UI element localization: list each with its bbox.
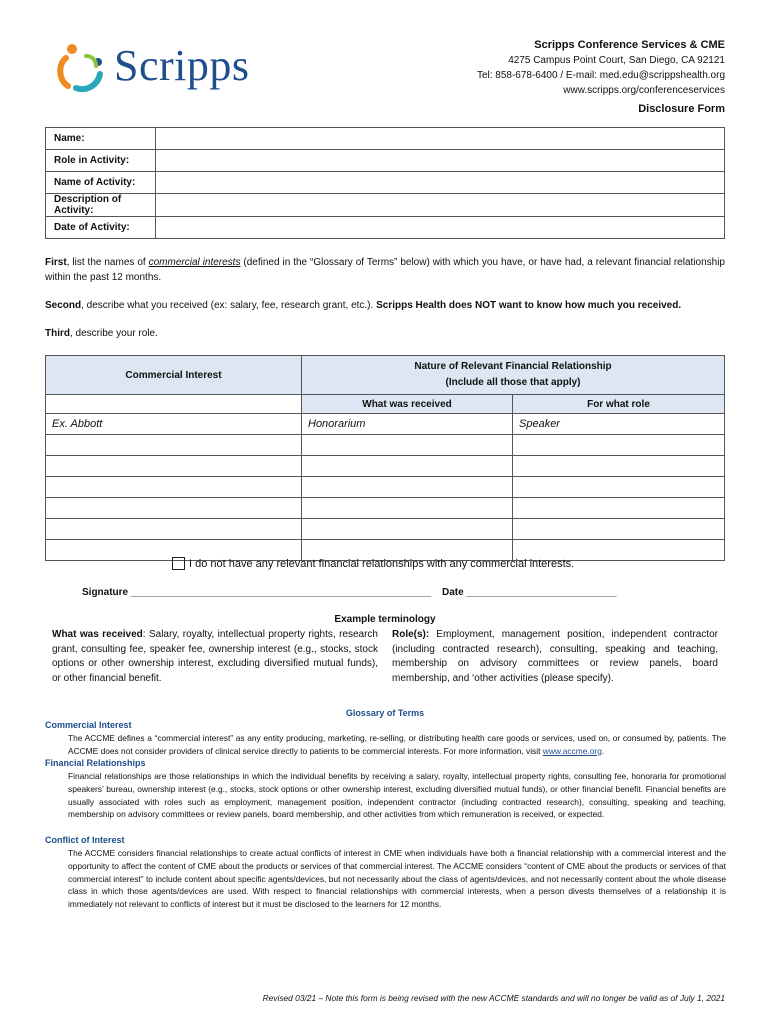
org-address: 4275 Campus Point Court, San Diego, CA 92121 — [508, 55, 725, 66]
form-title: Disclosure Form — [638, 103, 725, 115]
rel-subheader-row — [46, 395, 725, 414]
info-row-name — [46, 128, 725, 150]
description-label: Description of Activity: — [46, 194, 156, 217]
first-lead: First — [45, 257, 67, 268]
second-bold-note: Scripps Health does NOT want to know how much you received. — [376, 300, 682, 311]
third-lead: Third — [45, 328, 70, 339]
received-cell[interactable] — [302, 477, 513, 498]
signature-line[interactable]: Signature ______________________________________________________ — [82, 587, 432, 598]
glossary-commercial-interest-heading: Commercial Interest — [45, 720, 132, 730]
activity-info-table — [45, 127, 725, 239]
info-row-activity-name — [46, 172, 725, 194]
instruction-second — [45, 298, 725, 313]
activity-name-label: Name of Activity: — [46, 172, 156, 194]
table-row-example — [46, 414, 725, 435]
roles-definition — [392, 628, 718, 686]
name-label: Name: — [46, 128, 156, 150]
example-interest-cell[interactable]: Ex. Abbott — [46, 414, 302, 435]
received-cell[interactable] — [302, 435, 513, 456]
role-cell[interactable] — [513, 456, 725, 477]
commercial-interests-term: commercial interests — [148, 257, 241, 268]
nature-header — [302, 356, 725, 395]
example-role-cell[interactable]: Speaker — [513, 414, 725, 435]
glossary-financial-text: Financial relationships are those relationships in which the individual benefits by receiving a salary, royalty, intellectual property rights, consulting fee, honoraria for promotional speakers’ bureau, ownership interest (e.g., stocks, stock options or other ownership interest, excluding diversified mutual funds), or other financial benefit. Financial benefits are usually associated with roles such as employment, management position, independent contractor (including contracted research), consulting, speaking and teaching, membership on advisory committees or review panels, board membership, and other activities from which remuneration is received, or expected. — [68, 771, 726, 820]
received-cell[interactable] — [302, 519, 513, 540]
terminology-title: Example terminology — [334, 614, 436, 625]
role-cell[interactable] — [513, 435, 725, 456]
logo-wordmark: Scripps — [114, 41, 250, 90]
what-received-text: : Salary, royalty, intellectual property rights, research grant, consulting fee, speaker fee, ownership interest (e.g., stocks, stock options or other ownership interest, excluding diversified mutual funds), or other financial benefit. — [52, 629, 378, 684]
first-text-a: , list the names of — [66, 257, 149, 268]
interest-cell[interactable] — [46, 477, 302, 498]
org-title: Scripps Conference Services & CME — [534, 39, 725, 51]
instruction-third — [45, 326, 725, 341]
interest-cell[interactable] — [46, 519, 302, 540]
financial-relationship-table — [45, 355, 725, 561]
info-row-role — [46, 150, 725, 172]
nature-header-line1: Nature of Relevant Financial Relationship — [414, 361, 612, 372]
no-relationship-option[interactable] — [172, 557, 574, 570]
what-received-term: What was received — [52, 629, 143, 640]
revision-footer: Revised 03/21 – Note this form is being revised with the new ACCME standards and will no longer be valid as of July 1, 2021 — [262, 993, 725, 1003]
role-cell[interactable] — [513, 477, 725, 498]
table-row — [46, 435, 725, 456]
date-line[interactable]: Date ___________________________ — [442, 587, 617, 598]
name-field[interactable] — [156, 128, 725, 150]
accme-link[interactable]: www.accme.org — [542, 745, 602, 756]
interest-cell[interactable] — [46, 435, 302, 456]
org-contact: Tel: 858-678-6400 / E-mail: med.edu@scrippshealth.org — [476, 70, 725, 81]
example-received-cell[interactable]: Honorarium — [302, 414, 513, 435]
org-website[interactable]: www.scripps.org/conferenceservices — [563, 85, 725, 96]
no-relationship-label: I do not have any relevant financial relationships with any commercial interests. — [189, 557, 575, 570]
signature-row — [82, 587, 617, 598]
second-lead: Second — [45, 300, 82, 311]
description-field[interactable] — [156, 194, 725, 217]
received-cell[interactable] — [302, 456, 513, 477]
nature-header-line2: (Include all those that apply) — [445, 377, 581, 388]
blank-subheader-cell — [46, 395, 302, 414]
second-text: , describe what you received (ex: salary, fee, research grant, etc.). — [81, 300, 377, 311]
glossary-financial-heading: Financial Relationships — [45, 758, 146, 768]
roles-text: Employment, management position, independent contractor (including contracted research), consulting, speaking and teaching, membership on advisory committees or review panels, board membership, and ‘other activities (please specify). — [392, 629, 718, 684]
info-row-date — [46, 217, 725, 239]
interest-cell[interactable] — [46, 498, 302, 519]
scripps-logo-icon — [56, 40, 112, 96]
third-text: , describe your role. — [70, 328, 158, 339]
first-text-b: (defined in the “Glossary of Terms” below) with which you have, or have had, a relevant financial relationship within the past 12 months. — [45, 257, 725, 283]
role-cell[interactable] — [513, 519, 725, 540]
glossary-commercial-interest-text: The ACCME defines a “commercial interest” as any entity producing, marketing, re-selling, or distributing health care goods or services, used on, or consumed by, patients. The ACCME does not consider providers of clinical service directly to patients to be commercial interests. For more information, visit www.accme.org. — [68, 733, 726, 756]
table-row — [46, 498, 725, 519]
table-row — [46, 477, 725, 498]
scripps-logo — [56, 38, 266, 98]
what-received-header: What was received — [302, 395, 513, 414]
commercial-interest-header: Commercial Interest — [46, 356, 302, 395]
glossary-conflict-heading: Conflict of Interest — [45, 835, 125, 845]
info-row-description — [46, 194, 725, 217]
role-label: Role in Activity: — [46, 150, 156, 172]
glossary-conflict-text: The ACCME considers financial relationships to create actual conflicts of interest in CME when individuals have both a financial relationship with a commercial interest and the opportunity to affect the content of CME about the products or services of that commercial interest. The ACCME considers “content of CME about the products or services of that commercial interest” to include content about specific agents/devices, but not necessarily about the class of agents/devices, and not necessarily content about the whole disease class in which those agents/devices are used. With respect to financial relationships with commercial interests, when a person divests themselves of a relationship it is immediately not relevant to conflicts of interest but it must be disclosed to the learners for 12 months. — [68, 848, 726, 910]
roles-term: Role(s): — [392, 629, 430, 640]
no-relationship-checkbox[interactable] — [172, 557, 185, 570]
instruction-first — [45, 255, 725, 285]
received-cell[interactable] — [302, 498, 513, 519]
interest-cell[interactable] — [46, 456, 302, 477]
role-cell[interactable] — [513, 498, 725, 519]
what-received-definition — [52, 628, 378, 686]
date-label: Date of Activity: — [46, 217, 156, 239]
rel-header-row-1 — [46, 356, 725, 395]
glossary-title: Glossary of Terms — [345, 708, 425, 718]
commercial-interest-definition: The ACCME defines a “commercial interest” as any entity producing, marketing, re-selling, or distributing health care goods or services, used on, or consumed by, patients. The ACCME does not consider providers of clinical service directly to patients to be commercial interests. For more information, visit — [68, 733, 726, 756]
table-row — [46, 519, 725, 540]
org-contact-block — [477, 38, 725, 117]
date-field[interactable] — [156, 217, 725, 239]
table-row — [46, 456, 725, 477]
activity-name-field[interactable] — [156, 172, 725, 194]
role-field[interactable] — [156, 150, 725, 172]
for-what-role-header: For what role — [513, 395, 725, 414]
